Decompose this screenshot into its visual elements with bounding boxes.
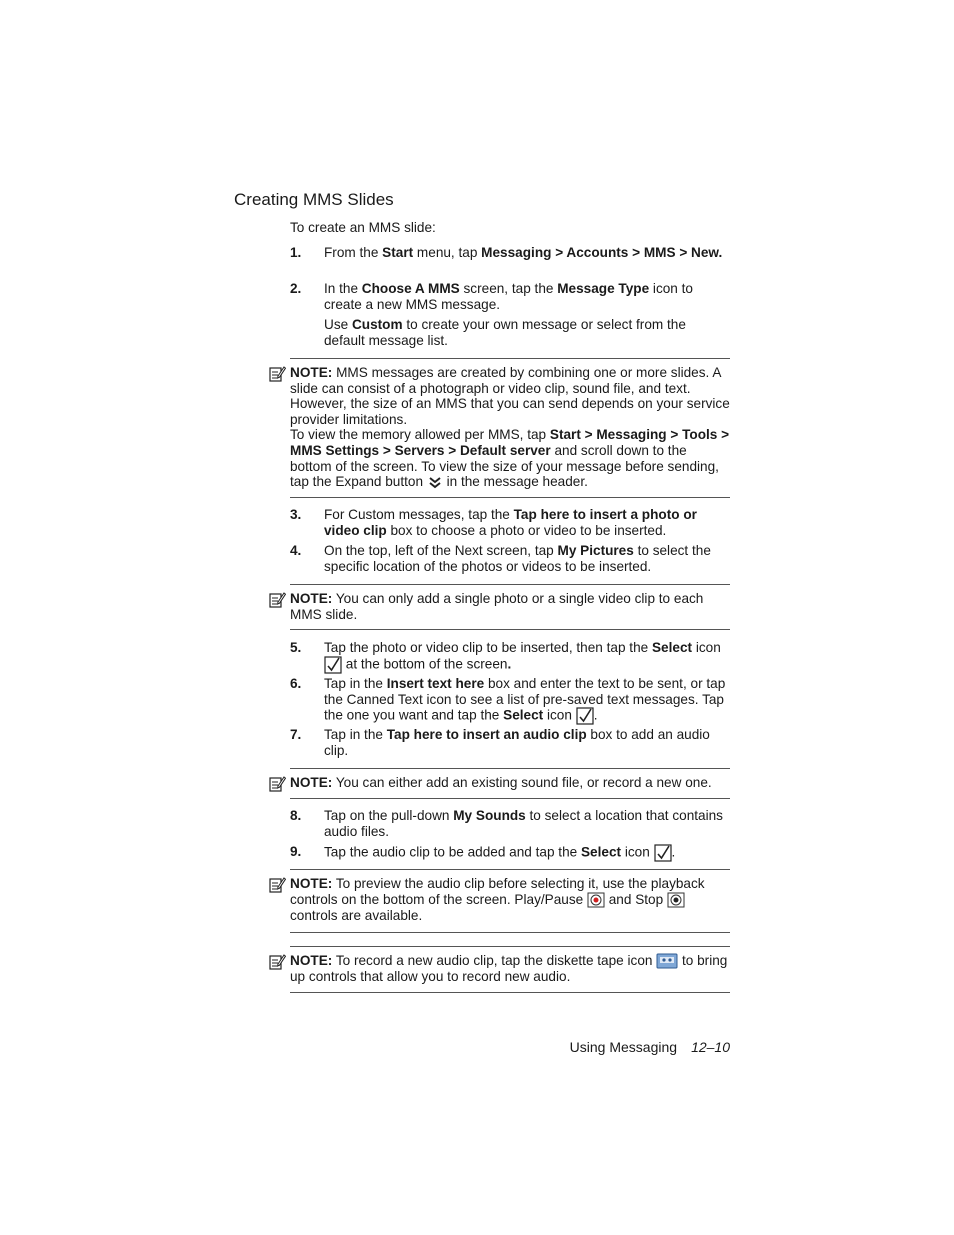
note-label: NOTE: bbox=[290, 953, 333, 968]
step-text: Tap the audio clip to be added and tap the Select icon . bbox=[324, 844, 730, 862]
page-footer bbox=[570, 1040, 730, 1056]
note-label: NOTE: bbox=[290, 591, 333, 606]
note-playback: NOTE: To preview the audio clip before selecting it, use the playback controls on the bottom of the screen. Play/Pause and Stop controls are available. bbox=[290, 869, 730, 933]
note-icon bbox=[268, 775, 286, 793]
step-text: On the top, left of the Next screen, tap My Pictures to select the specific location of the photos or videos to be inserted. bbox=[324, 543, 711, 574]
step-number: 3. bbox=[290, 507, 302, 522]
step-number: 6. bbox=[290, 676, 302, 691]
stop-icon bbox=[667, 892, 685, 908]
page-number: 12–10 bbox=[691, 1039, 730, 1055]
step-number: 8. bbox=[290, 808, 302, 823]
note-icon bbox=[268, 365, 286, 383]
note-single-clip: NOTE: You can only add a single photo or a single video clip to each MMS slide. bbox=[290, 584, 730, 630]
note-label: NOTE: bbox=[290, 876, 333, 891]
step-text: For Custom messages, tap the Tap here to insert a photo or video clip box to choose a photo or video to be inserted. bbox=[324, 507, 697, 538]
note-label: NOTE: bbox=[290, 775, 333, 790]
note-label: NOTE: bbox=[290, 365, 333, 380]
select-check-icon bbox=[576, 707, 594, 725]
intro-text: To create an MMS slide: bbox=[290, 220, 436, 235]
step-number: 5. bbox=[290, 640, 302, 655]
step-text: Tap in the Tap here to insert an audio clip box to add an audio clip. bbox=[324, 727, 710, 758]
section-title: Creating MMS Slides bbox=[234, 190, 394, 209]
play-pause-icon bbox=[587, 892, 605, 908]
step-text: Tap in the Insert text here box and enter the text to be sent, or tap the Canned Text icon to see a list of pre-saved text messages. Tap the one you want and tap the Select icon . bbox=[324, 676, 730, 725]
note-icon bbox=[268, 876, 286, 894]
select-check-icon bbox=[324, 656, 342, 674]
step-text: Use Custom to create your own message or select from the default message list. bbox=[324, 317, 686, 348]
step-number: 1. bbox=[290, 245, 302, 260]
step-number: 2. bbox=[290, 281, 302, 296]
note-icon bbox=[268, 953, 286, 971]
step-text: In the Choose A MMS screen, tap the Message Type icon to create a new MMS message. bbox=[324, 281, 693, 312]
step-text: Tap the photo or video clip to be inserted, then tap the Select icon at the bottom of the screen. bbox=[324, 640, 730, 674]
step-number: 4. bbox=[290, 543, 302, 558]
note-sound-file: NOTE: You can either add an existing sound file, or record a new one. bbox=[290, 768, 730, 799]
footer-section: Using Messaging bbox=[569, 1039, 678, 1055]
step-number: 7. bbox=[290, 727, 302, 742]
select-check-icon bbox=[654, 844, 672, 862]
step-number: 9. bbox=[290, 844, 302, 859]
note-icon bbox=[268, 591, 286, 609]
expand-icon bbox=[427, 476, 443, 490]
note-record-audio: NOTE: To record a new audio clip, tap the diskette tape icon to bring up controls that allow you to record new audio. bbox=[290, 946, 730, 993]
diskette-tape-icon bbox=[656, 953, 678, 969]
step-text: From the Start menu, tap Messaging > Accounts > MMS > New. bbox=[324, 245, 723, 260]
step-text: Tap on the pull-down My Sounds to select a location that contains audio files. bbox=[324, 808, 723, 839]
note-memory: NOTE: MMS messages are created by combining one or more slides. A slide can consist of a photograph or video clip, sound file, and text. However, the size of an MMS that you can send depends on your service provider limitations. To view the memory allowed per MMS, tap Start > Messaging > Tools > MMS Settings > Servers > Default server and scroll down to the bottom of the screen. To view the size of your message before sending, tap the Expand button in the message header. bbox=[290, 358, 730, 498]
